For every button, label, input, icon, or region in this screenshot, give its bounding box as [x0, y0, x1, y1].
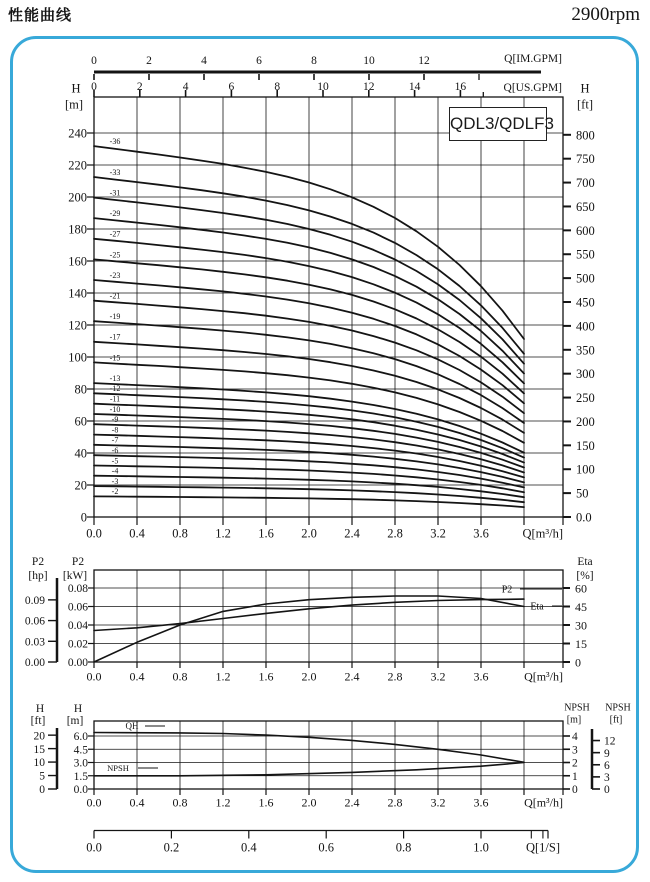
- qh-m-tick-label: 1.5: [73, 770, 88, 783]
- main-left-tick-label: 180: [68, 222, 87, 237]
- npsh-x-tick-label: 2.4: [344, 795, 360, 810]
- eta-tick-label: 30: [575, 618, 587, 633]
- noop: [48, 0, 57, 728]
- curve-label--29: -29: [109, 209, 121, 218]
- curve-label--21: -21: [109, 291, 121, 301]
- curve-label--33: -33: [109, 167, 121, 177]
- ls-tick-label: 0.0: [86, 840, 102, 855]
- main-right-tick-label: 350: [576, 343, 595, 358]
- curve-label--19: -19: [109, 312, 121, 322]
- npsh-m-tick-label: 3: [572, 744, 578, 757]
- power-x-tick-label: 1.2: [215, 669, 231, 684]
- main-right-tick-label: 300: [576, 367, 595, 382]
- npsh-ft-tick-label: 6: [604, 759, 610, 772]
- main-right-tick-label: 650: [576, 199, 595, 214]
- npsh-ft-unit: [ft]: [609, 714, 623, 726]
- qh-ft-tick-label: 5: [39, 770, 45, 783]
- curve-label--15: -15: [109, 353, 121, 363]
- npsh-x-tick-label: 2.0: [301, 795, 317, 810]
- curve-label--6: -6: [111, 446, 119, 456]
- curve-label--36: -36: [109, 137, 121, 146]
- us-gpm-tick-label: 10: [317, 81, 329, 94]
- model-badge: QDL3/QDLF3: [449, 107, 547, 141]
- curve-label--9: -9: [111, 415, 119, 425]
- npsh-m-tick-label: 2: [572, 757, 578, 770]
- power-x-tick-label: 1.6: [258, 669, 274, 684]
- npsh-x-tick-label: 0.0: [86, 795, 102, 810]
- kw-tick-label: 0.06: [67, 601, 88, 614]
- noop: [48, 0, 57, 749]
- main-left-tick-label: 80: [74, 382, 87, 397]
- main-left-tick-label: 200: [68, 190, 87, 205]
- npsh-plot-frame: [94, 721, 563, 789]
- curve-label--31: -31: [109, 188, 121, 198]
- main-x-tick-label: 2.8: [387, 526, 403, 541]
- qh-ft-tick-label: 0: [39, 784, 45, 797]
- qh-m-tick-label: 4.5: [73, 744, 88, 757]
- eta-tick-label: 60: [575, 581, 587, 596]
- ls-tick-label: 0.2: [163, 840, 180, 855]
- main-x-tick-label: 0.4: [129, 526, 145, 541]
- hp-tick-label: 0.03: [24, 636, 45, 649]
- p2-curve-label: P2: [501, 584, 513, 596]
- im-gpm-axis-label: Q[IM.GPM]: [504, 53, 562, 66]
- im-gpm-tick-label: 2: [146, 55, 152, 68]
- ls-tick-label: 0.6: [318, 840, 335, 855]
- qh-ft-tick-label: 15: [33, 743, 45, 756]
- main-x-axis-label: Q[m³/h]: [522, 526, 563, 541]
- curve-label--4: -4: [111, 466, 119, 476]
- npsh-x-tick-label: 0.8: [172, 795, 188, 810]
- kw-tick-label: 0.04: [67, 620, 88, 633]
- power-x-tick-label: 2.8: [387, 669, 403, 684]
- npsh-m-tick-label: 4: [572, 731, 578, 744]
- power-x-tick-label: 0.0: [86, 669, 102, 684]
- main-right-tick-label: 800: [576, 128, 595, 143]
- qh-m-tick-label: 0.0: [73, 784, 88, 797]
- main-right-tick-label: 400: [576, 319, 595, 334]
- main-right-tick-label: 0.0: [576, 510, 592, 525]
- hp-tick-label: 0.06: [24, 615, 45, 628]
- eta-unit-pct: [%]: [576, 570, 594, 583]
- main-x-tick-label: 1.2: [215, 526, 231, 541]
- curve-label--2: -2: [111, 487, 119, 497]
- npsh-m-unit-npsh: NPSH: [564, 702, 590, 714]
- curve-label--10: -10: [109, 404, 121, 414]
- us-gpm-tick-label: 16: [454, 81, 467, 94]
- curve-label--11: -11: [109, 394, 121, 404]
- main-x-tick-label: 2.0: [301, 526, 317, 541]
- main-left-tick-label: 120: [68, 318, 87, 333]
- noop: [48, 0, 57, 708]
- main-right-tick-label: 600: [576, 223, 595, 238]
- main-left-tick-label: 140: [68, 286, 87, 301]
- main-right-tick-label: 100: [576, 462, 595, 477]
- main-right-unit-h: H: [580, 81, 590, 96]
- curve-label--7: -7: [111, 435, 119, 445]
- curve-label--3: -3: [111, 477, 119, 486]
- main-left-unit-m: [m]: [64, 97, 84, 112]
- ls-tick-label: 0.8: [395, 840, 412, 855]
- main-right-tick-label: 700: [576, 176, 595, 191]
- curve-label--25: -25: [109, 250, 121, 260]
- rpm-label: 2900rpm: [571, 4, 640, 25]
- im-gpm-tick-label: 6: [256, 55, 262, 68]
- npsh-m-tick-label: 1: [572, 770, 578, 783]
- main-right-tick-label: 750: [576, 152, 595, 167]
- im-gpm-tick-label: 0: [91, 55, 97, 68]
- us-gpm-tick-label: 8: [274, 81, 281, 94]
- npsh-x-tick-label: 3.2: [430, 795, 446, 810]
- npsh-ft-unit-npsh: NPSH: [605, 702, 631, 714]
- us-gpm-axis-label: Q[US.GPM]: [503, 82, 562, 95]
- npsh-x-tick-label: 2.8: [387, 795, 403, 810]
- main-left-tick-label: 60: [74, 414, 87, 429]
- kw-tick-label: 0.02: [67, 638, 88, 651]
- npsh-x-tick-label: 0.4: [129, 795, 145, 810]
- npsh-ft-tick-label: 9: [604, 747, 610, 760]
- power-plot-frame: [94, 570, 563, 662]
- kw-unit: [kW]: [62, 570, 88, 583]
- main-right-tick-label: 250: [576, 391, 595, 406]
- hp-unit: [hp]: [28, 570, 48, 583]
- qh-m-unit: [m]: [66, 715, 84, 728]
- kw-unit-p2: P2: [71, 556, 85, 569]
- npsh-curve-label: NPSH: [107, 763, 129, 774]
- main-right-unit-ft: [ft]: [577, 97, 593, 112]
- qh-curve-label: QH: [125, 721, 139, 732]
- npsh-x-tick-label: 3.6: [473, 795, 489, 810]
- power-x-tick-label: 3.6: [473, 669, 489, 684]
- im-gpm-tick-label: 4: [201, 55, 207, 68]
- qh-m-unit-h: H: [73, 703, 83, 716]
- eta-tick-label: 45: [575, 599, 587, 614]
- qh-ft-tick-label: 20: [33, 730, 45, 743]
- main-x-tick-label: 2.4: [344, 526, 360, 541]
- main-left-tick-label: 220: [68, 158, 87, 173]
- power-x-tick-label: 0.4: [129, 669, 145, 684]
- us-gpm-tick-label: 2: [136, 81, 143, 94]
- qh-ft-unit: [ft]: [30, 715, 46, 728]
- noop: [48, 0, 57, 769]
- main-x-tick-label: 0.0: [86, 526, 102, 541]
- qh-ft-tick-label: 10: [33, 757, 45, 770]
- npsh-ft-tick-label: 3: [604, 772, 610, 785]
- us-gpm-tick-label: 4: [182, 81, 189, 94]
- main-right-tick-label: 150: [576, 438, 595, 453]
- us-gpm-tick-label: 0: [91, 81, 97, 94]
- us-gpm-tick-label: 12: [363, 81, 375, 94]
- ls-tick-label: 0.4: [240, 840, 257, 855]
- curve-label--17: -17: [109, 332, 121, 342]
- power-x-axis-label: Q[m³/h]: [524, 669, 563, 684]
- power-x-tick-label: 2.0: [301, 669, 317, 684]
- npsh-ft-tick-label: 12: [604, 735, 616, 748]
- hp-unit-p2: P2: [31, 556, 45, 569]
- qh-ft-unit-h: H: [35, 703, 45, 716]
- main-x-tick-label: 3.2: [430, 526, 446, 541]
- main-left-tick-label: 100: [68, 350, 87, 365]
- curve-label--12: -12: [109, 384, 121, 394]
- curve-label--23: -23: [109, 270, 121, 280]
- im-gpm-tick-label: 8: [311, 55, 317, 68]
- main-x-tick-label: 3.6: [473, 526, 489, 541]
- curve-label--5: -5: [111, 456, 119, 466]
- main-left-tick-label: 240: [68, 126, 87, 141]
- npsh-ft-tick-label: 0: [604, 784, 610, 797]
- ls-tick-label: 1.0: [473, 840, 489, 855]
- main-left-tick-label: 160: [68, 254, 87, 269]
- power-x-tick-label: 0.8: [172, 669, 188, 684]
- main-right-tick-label: 50: [576, 486, 589, 501]
- main-right-tick-label: 500: [576, 271, 595, 286]
- power-x-tick-label: 3.2: [430, 669, 446, 684]
- im-gpm-tick-label: 10: [363, 55, 375, 68]
- npsh-x-tick-label: 1.2: [215, 795, 231, 810]
- npsh-x-axis-label: Q[m³/h]: [524, 795, 563, 810]
- main-x-tick-label: 0.8: [172, 526, 188, 541]
- im-gpm-tick-label: 12: [418, 55, 430, 68]
- curve-label--27: -27: [109, 229, 121, 239]
- npsh-x-tick-label: 1.6: [258, 795, 274, 810]
- main-right-tick-label: 450: [576, 295, 595, 310]
- main-right-tick-label: 200: [576, 414, 595, 429]
- kw-tick-label: 0.08: [67, 583, 88, 596]
- eta-unit: Eta: [577, 556, 593, 569]
- curve-label--13: -13: [109, 373, 121, 383]
- page-title: 性能曲线: [8, 7, 73, 24]
- main-left-tick-label: 40: [74, 446, 87, 461]
- hp-tick-label: 0.00: [24, 657, 45, 670]
- qh-m-tick-label: 6.0: [73, 731, 88, 744]
- us-gpm-tick-label: 14: [408, 81, 421, 94]
- main-right-tick-label: 550: [576, 247, 595, 262]
- eta-curve-label: Eta: [530, 601, 544, 613]
- npsh-m-unit: [m]: [566, 714, 582, 726]
- eta-tick-label: 15: [575, 636, 587, 651]
- main-left-tick-label: 20: [74, 478, 87, 493]
- curve-label--8: -8: [111, 425, 119, 435]
- power-x-tick-label: 2.4: [344, 669, 360, 684]
- main-left-unit-h: H: [71, 81, 81, 96]
- eta-tick-label: 0: [575, 655, 581, 670]
- hp-tick-label: 0.09: [24, 595, 45, 608]
- main-left-tick-label: 0: [80, 510, 87, 525]
- npsh-m-tick-label: 0: [572, 784, 578, 797]
- main-x-tick-label: 1.6: [258, 526, 274, 541]
- kw-tick-label: 0.00: [67, 657, 88, 670]
- ls-axis-label: Q[1/S]: [525, 840, 560, 855]
- qh-m-tick-label: 3.0: [73, 757, 88, 770]
- us-gpm-tick-label: 6: [228, 81, 235, 94]
